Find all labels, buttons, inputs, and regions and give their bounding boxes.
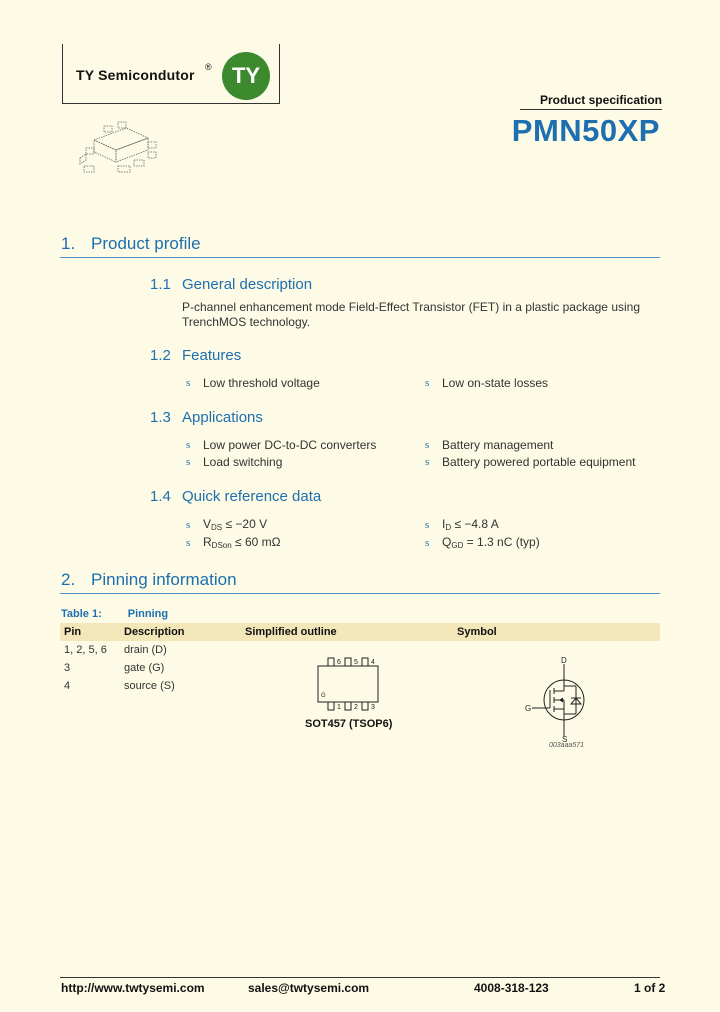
table-caption [61,608,168,620]
footer-divider [60,977,660,978]
brand-name: TY Semicondutor [76,67,195,83]
vds-spec: $V_{DS} \le -20$ V [203,517,268,532]
section-1-number: 1. [61,234,76,253]
section-2-heading [61,570,237,590]
outline-pin-label: 3 [371,704,375,711]
features-number: 1.2 [150,347,171,364]
quick-reference-heading [150,488,321,505]
section-1-divider [60,257,660,258]
general-description-line-1: P-channel enhancement mode Field-Effect Transistor (FET) in a plastic package using [182,300,641,314]
column-header-description: Description [124,626,185,638]
footer-website-link[interactable]: http://www.twtysemi.com [61,981,205,995]
section-1-heading [61,234,201,254]
features-heading [150,347,241,364]
header-divider [520,109,662,110]
feature-item: Low on-state losses [442,376,549,390]
section-1-title: Product profile [91,234,201,253]
quick-reference-title: Quick reference data [182,488,322,505]
part-number: PMN50XP [511,113,660,148]
footer-email-link[interactable]: sales@twtysemi.com [248,981,370,995]
outline-pin-label: 2 [354,704,358,711]
features-title: Features [182,347,242,364]
bullet-icon: s [425,456,430,468]
application-item: Battery powered portable equipment [442,455,636,469]
bullet-icon: s [186,537,191,549]
bullet-icon: s [186,377,191,389]
bullet-icon: s [425,377,430,389]
outline-gate-mark: G [321,693,326,699]
bullet-icon: s [186,519,191,531]
sot457-outline-diagram [312,654,384,714]
registered-mark: ® [205,62,212,72]
outline-pin-label: 1 [337,704,341,711]
package-illustration [74,118,164,188]
outline-pin-label: 6 [337,659,341,666]
bullet-icon: s [425,519,430,531]
table-cell-pin: 1, 2, 5, 6 [64,644,107,656]
footer-phone: 4008-318-123 [474,981,549,995]
bullet-icon: s [425,537,430,549]
table-cell-pin: 3 [64,662,71,674]
general-description-number: 1.1 [150,276,171,293]
p-channel-mosfet-symbol [522,654,594,744]
table-cell-description: gate (G) [124,662,165,674]
bullet-icon: s [186,456,191,468]
application-item: Low power DC-to-DC converters [203,438,377,452]
general-description-line-2: TrenchMOS technology. [182,315,311,329]
quick-reference-number: 1.4 [150,488,171,505]
general-description-title: General description [182,276,313,293]
symbol-gate-label: G [525,704,532,713]
rdson-spec: $R_{DSon} \le 60$ mΩ [203,535,281,550]
logo-letters: TY [231,63,261,88]
id-spec: $I_D \le -4.8$ A [442,517,499,532]
applications-title: Applications [182,409,263,426]
outline-label: SOT457 (TSOP6) [305,718,393,730]
table-cell-pin: 4 [64,680,71,692]
table-caption-label: Table 1: [61,608,102,620]
application-item: Load switching [203,455,283,469]
symbol-code: 003aaa571 [549,742,585,749]
application-item: Battery management [442,438,554,452]
outline-pin-label: 5 [354,659,358,666]
applications-number: 1.3 [150,409,171,426]
symbol-drain-label: D [561,656,567,665]
general-description-heading [150,276,312,293]
column-header-symbol: Symbol [457,626,497,638]
column-header-pin: Pin [64,626,82,638]
symbol-source-label: S [562,735,568,744]
table-cell-description: drain (D) [124,644,167,656]
feature-item: Low threshold voltage [203,376,320,390]
section-2-divider [60,593,660,594]
qgd-spec: $Q_{GD} = 1.3$ nC (typ) [442,535,540,550]
brand-logo [222,52,270,100]
doc-type: Product specification [539,93,662,107]
bullet-icon: s [425,439,430,451]
column-header-outline: Simplified outline [245,626,337,638]
bullet-icon: s [186,439,191,451]
section-2-number: 2. [61,570,76,589]
section-2-title: Pinning information [91,570,237,589]
page-number: 1 of 2 [634,981,666,995]
outline-pin-label: 4 [371,659,375,666]
table-caption-title: Pinning [127,608,169,620]
table-cell-description: source (S) [124,680,175,692]
applications-heading [150,409,263,426]
